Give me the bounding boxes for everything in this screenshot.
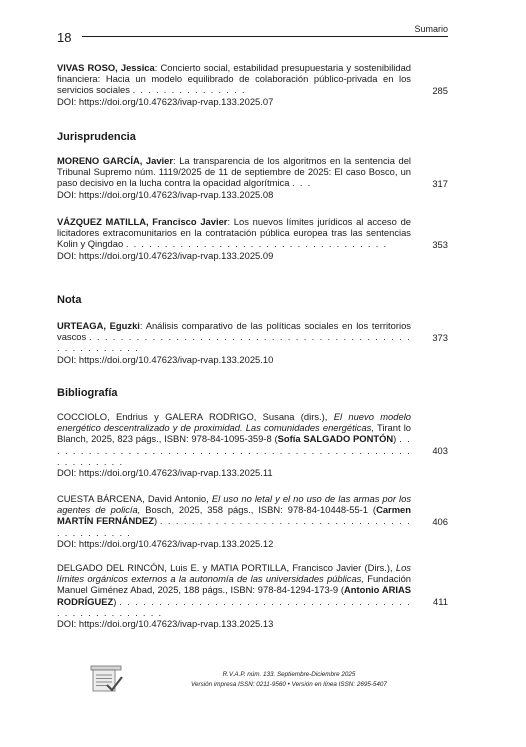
entry-page-number: 406 bbox=[432, 516, 448, 527]
dot-leader: . . . . . . . . . . . . . . . . . . . . . . . . . . . . . . . . . . . . . . . . . . . . . . . . . . . bbox=[57, 595, 411, 618]
toc-entry-vazquez[interactable] bbox=[57, 216, 448, 261]
footer-issn-line: Versión impresa ISSN: 0211-9560 • Versión en línea ISSN: 2695-5407 bbox=[191, 681, 387, 688]
entry-reviewer: Antonio ARIAS RODRÍGUEZ bbox=[57, 584, 411, 607]
dot-leader: . . . . . . . . . . . . . . . . . . . . . . . . . . . . . . . . . . . . . . . . . . bbox=[57, 515, 411, 538]
entry-text: DELGADO DEL RINCÓN, Luis E. y MATIA PORTILLA, Francisco Javier (Dirs.), Los límites orgánicos externos a la autonomía de las universidades públicas, Fundación Manuel Giménez Abad, 2025, 188 págs., ISBN: 978-84-1294-173-9 (Antonio ARIAS RODRÍGUEZ) . . . . . . . . . . . . . . . . . . . . . . . . . . . . . . . . . . . . . . . . . . . . . . . . . . . bbox=[57, 562, 411, 618]
dot-leader: . . . bbox=[292, 177, 312, 189]
toc-entry-vivas[interactable] bbox=[57, 62, 448, 107]
journal-logo-icon bbox=[90, 665, 124, 700]
toc-entry-cocciolo[interactable] bbox=[57, 411, 448, 478]
dot-leader: . . . . . . . . . . . . . . . . . . . . . . . . . . . . . . . . . . bbox=[125, 238, 388, 250]
entry-page-number: 317 bbox=[432, 178, 448, 189]
entry-author: MORENO GARCÍA, Javier bbox=[57, 155, 174, 166]
entry-title: Los nuevos límites jurídicos al acceso de licitadores extracomunitarios en la contratación pública europea tras las sentencias Kolin y Qingdao bbox=[57, 216, 411, 250]
toc-entry-delgado[interactable] bbox=[57, 562, 448, 629]
entry-details: Fundación Manuel Giménez Abad, 2025, 188 págs., ISBN: 978-84-1294-173-9 bbox=[57, 573, 411, 596]
entry-text: URTEAGA, Eguzki: Análisis comparativo de las políticas sociales en los territorios vascos . . . . . . . . . . . . . . . . . . . . . . . . . . . . . . . . . . . . . . . . . . . . . . . . . . . . bbox=[57, 320, 411, 354]
entry-reviewer: Carmen MARTÍN FERNÁNDEZ bbox=[57, 504, 411, 527]
entry-title: El uso no letal y el no uso de las armas por los agentes de policía, bbox=[57, 493, 412, 516]
entry-doi[interactable]: DOI: https://doi.org/10.47623/ivap-rvap.133.2025.11 bbox=[57, 467, 273, 479]
entry-page-number: 411 bbox=[433, 596, 448, 607]
entry-text: CUESTA BÁRCENA, David Antonio, El uso no letal y el no uso de las armas por los agentes de policía, Bosch, 2025, 358 págs., ISBN: 978-84-10448-55-1 (Carmen MARTÍN FERNÁNDEZ) . . . . . . . . . . . . . . . . . . . . . . . . . . . . . . . . . . . . . . . . . . bbox=[57, 493, 412, 538]
entry-title: Análisis comparativo de las políticas sociales en los territorios vascos bbox=[57, 320, 411, 343]
entry-authors: COCCIOLO, Endrius y GALERA RODRIGO, Susana (dirs.), bbox=[57, 411, 328, 422]
entry-details: Tirant lo Blanch, 2025, 823 págs., ISBN: 978-84-1095-359-8 bbox=[57, 422, 411, 445]
entry-page-number: 353 bbox=[432, 239, 448, 250]
toc-entry-urteaga[interactable] bbox=[57, 320, 448, 365]
entry-doi[interactable]: DOI: https://doi.org/10.47623/ivap-rvap.133.2025.09 bbox=[57, 249, 274, 261]
entry-author: VIVAS ROSO, Jessica bbox=[57, 62, 155, 73]
entry-title: Los límites orgánicos externos a la autonomía de las universidades públicas, bbox=[57, 562, 411, 585]
section-label: Sumario bbox=[414, 24, 448, 34]
entry-text: VIVAS ROSO, Jessica: Concierto social, estabilidad presupuestaria y sostenibilidad financiera: Hacia un modelo equilibrado de colaboración público-privada en los servicios sociales . . . . . . . . . . . . . . . bbox=[57, 62, 412, 96]
dot-leader: . . . . . . . . . . . . . . . . . . . . . . . . . . . . . . . . . . . . . . . . . . . . . . . . . . . . bbox=[57, 331, 411, 354]
entry-text: COCCIOLO, Endrius y GALERA RODRIGO, Susana (dirs.), El nuevo modelo energético descentralizado y de proximidad. Las comunidades energéticas, Tirant lo Blanch, 2025, 823 págs., ISBN: 978-84-1095-359-8 (Sofía SALGADO PONTÓN) . . . . . . . . . . . . . . . . . . . . . . . . . . . . . . . . . . . . . . . . . . . . . . . . . . . . . . . . bbox=[57, 411, 412, 467]
entry-title: Concierto social, estabilidad presupuestaria y sostenibilidad financiera: Hacia un modelo equilibrado de colaboración público-privada en los servicios sociales bbox=[57, 62, 412, 96]
page-number: 18 bbox=[57, 30, 72, 45]
footer-issue-line: R.V.A.P. núm. 133. Septiembre-Diciembre 2025 bbox=[222, 671, 356, 678]
entry-author: VÁZQUEZ MATILLA, Francisco Javier bbox=[57, 216, 228, 227]
entry-author: URTEAGA, Eguzki bbox=[57, 320, 140, 331]
entry-doi[interactable]: DOI: https://doi.org/10.47623/ivap-rvap.133.2025.13 bbox=[57, 618, 274, 630]
entry-title: La transparencia de los algoritmos en la sentencia del Tribunal Supremo núm. 1119/2025 de 11 de septiembre de 2025: El caso Bosco, un paso decisivo en la lucha contra la opacidad algorítmica bbox=[57, 155, 412, 189]
dot-leader: . . . . . . . . . . . . . . . . . . . . . . . . . . . . . . . . . . . . . . . . . . . . . . . . . . . . . . . . bbox=[57, 433, 412, 467]
entry-details: Bosch, 2025, 358 págs., ISBN: 978-84-10448-55-1 bbox=[145, 504, 368, 516]
section-heading-nota: Nota bbox=[57, 294, 82, 306]
entry-title: El nuevo modelo energético descentralizado y de proximidad. Las comunidades energéticas, bbox=[57, 411, 411, 434]
dot-leader: . . . . . . . . . . . . . . . bbox=[132, 84, 246, 96]
section-heading-bibliografia: Bibliografía bbox=[57, 387, 118, 399]
header-rule bbox=[82, 36, 448, 37]
entry-page-number: 403 bbox=[432, 445, 448, 456]
entry-doi[interactable]: DOI: https://doi.org/10.47623/ivap-rvap.133.2025.10 bbox=[57, 353, 274, 365]
entry-reviewer: Sofía SALGADO PONTÓN bbox=[277, 433, 394, 445]
entry-page-number: 285 bbox=[432, 85, 448, 96]
entry-text: MORENO GARCÍA, Javier: La transparencia de los algoritmos en la sentencia del Tribunal Supremo núm. 1119/2025 de 11 de septiembre de 2025: El caso Bosco, un paso decisivo en la lucha contra la opacidad algorítmica . . . bbox=[57, 155, 412, 189]
section-heading-jurisprudencia: Jurisprudencia bbox=[57, 131, 136, 143]
entry-page-number: 373 bbox=[432, 332, 448, 343]
entry-text: VÁZQUEZ MATILLA, Francisco Javier: Los nuevos límites jurídicos al acceso de licitadores extracomunitarios en la contratación pública europea tras las sentencias Kolin y Qingdao . . . . . . . . . . . . . . . . . . . . . . . . . . . . . . . . . . bbox=[57, 216, 411, 250]
entry-doi[interactable]: DOI: https://doi.org/10.47623/ivap-rvap.133.2025.07 bbox=[57, 95, 274, 107]
entry-doi[interactable]: DOI: https://doi.org/10.47623/ivap-rvap.133.2025.12 bbox=[57, 537, 274, 549]
entry-authors: CUESTA BÁRCENA, David Antonio, bbox=[57, 493, 209, 504]
toc-entry-moreno[interactable] bbox=[57, 155, 448, 200]
entry-doi[interactable]: DOI: https://doi.org/10.47623/ivap-rvap.133.2025.08 bbox=[57, 188, 274, 200]
entry-authors: DELGADO DEL RINCÓN, Luis E. y MATIA PORTILLA, Francisco Javier (Dirs.), bbox=[57, 562, 393, 573]
toc-entry-cuesta[interactable] bbox=[57, 493, 448, 549]
